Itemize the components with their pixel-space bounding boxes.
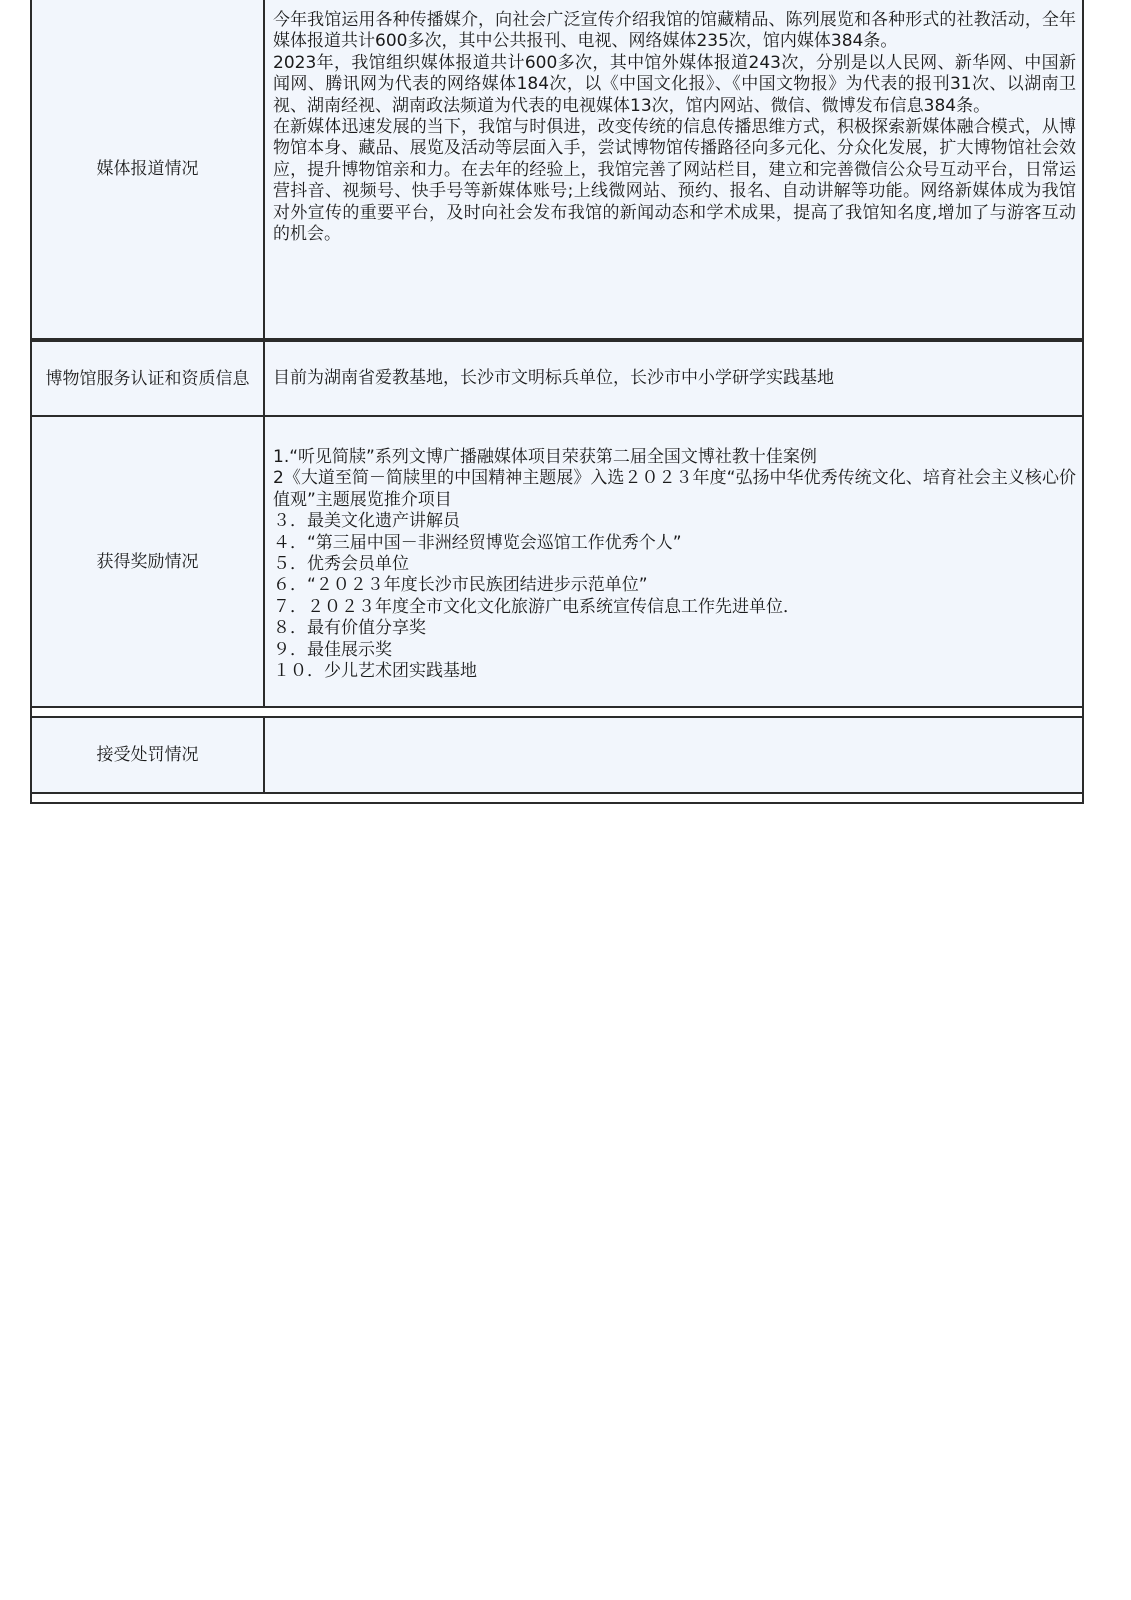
award-item: ８．最有价值分享奖 xyxy=(273,618,426,639)
media-coverage-row xyxy=(32,0,1082,340)
penalty-content xyxy=(265,718,1082,792)
penalty-label: 接受处罚情况 xyxy=(32,718,265,792)
award-item: 1.“听见简牍”系列文博广播融媒体项目荣获第二届全国文博社教十佳案例 xyxy=(273,447,817,467)
award-item: 2《大道至简－简牍里的中国精神主题展》入选２０２３年度“弘扬中华优秀传统文化、培育社会主义核心价值观”主题展览推介项目 xyxy=(273,468,1076,510)
award-item: １０．少儿艺术团实践基地 xyxy=(273,661,477,682)
award-item: ９．最佳展示奖 xyxy=(273,639,392,660)
awards-content xyxy=(265,417,1082,706)
certification-row xyxy=(32,340,1082,417)
table-bottom-edge xyxy=(32,794,1082,804)
award-item: ７．２０２３年度全市文化文化旅游广电系统宣传信息工作先进单位． xyxy=(273,596,800,617)
certification-label: 博物馆服务认证和资质信息 xyxy=(32,342,265,415)
media-coverage-content xyxy=(265,0,1082,338)
awards-row xyxy=(32,417,1082,708)
row-separator xyxy=(32,708,1082,718)
media-paragraph: 2023年，我馆组织媒体报道共计600多次，其中馆外媒体报道243次，分别是以人民网、新华网、中国新闻网、腾讯网为代表的网络媒体184次，以《中国文化报》、《中国文物报》为代表的报刊31次、以湖南卫视、湖南经视、湖南政法频道为代表的电视媒体13次，馆内网站、微信、微博发布信息384条。 xyxy=(273,52,1076,116)
award-item: ５．优秀会员单位 xyxy=(273,554,409,575)
media-paragraph: 在新媒体迅速发展的当下，我馆与时俱进，改变传统的信息传播思维方式，积极探索新媒体融合模式，从博物馆本身、藏品、展览及活动等层面入手，尝试博物馆传播路径向多元化、分众化发展，扩大博物馆社会效应，提升博物馆亲和力。在去年的经验上，我馆完善了网站栏目，建立和完善微信公众号互动平台，日常运营抖音、视频号、快手号等新媒体账号;上线微网站、预约、报名、自动讲解等功能。网络新媒体成为我馆对外宣传的重要平台，及时向社会发布我馆的新闻动态和学术成果，提高了我馆知名度,增加了与游客互动的机会。 xyxy=(273,117,1076,245)
awards-label: 获得奖励情况 xyxy=(32,417,265,706)
award-item: ６．“２０２３年度长沙市民族团结进步示范单位” xyxy=(273,575,648,596)
penalty-row xyxy=(32,718,1082,794)
certification-content xyxy=(265,342,1082,415)
report-table xyxy=(30,0,1084,804)
media-paragraph: 今年我馆运用各种传播媒介，向社会广泛宣传介绍我馆的馆藏精品、陈列展览和各种形式的社教活动，全年媒体报道共计600多次，其中公共报刊、电视、网络媒体235次，馆内媒体384条。 xyxy=(273,10,1076,52)
award-item: ３．最美文化遗产讲解员 xyxy=(273,511,460,532)
certification-text: 目前为湖南省爱教基地，长沙市文明标兵单位，长沙市中小学研学实践基地 xyxy=(273,367,834,388)
award-item: ４．“第三届中国－非洲经贸博览会巡馆工作优秀个人” xyxy=(273,532,682,553)
media-coverage-label: 媒体报道情况 xyxy=(32,0,265,338)
